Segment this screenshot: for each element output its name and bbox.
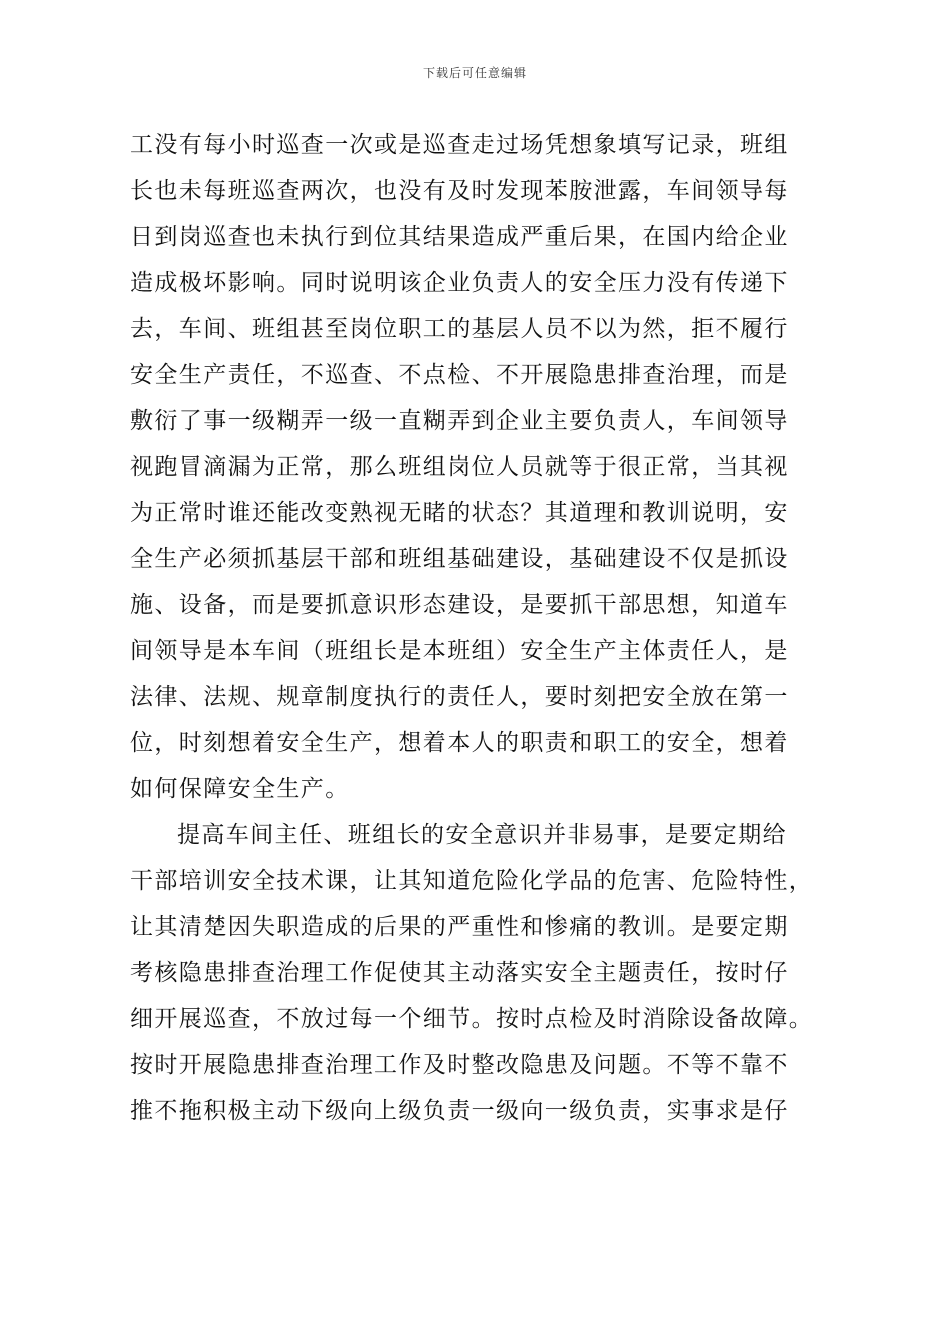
text-line: 日到岗巡查也未执行到位其结果造成严重后果，在国内给企业 <box>130 224 789 250</box>
text-line: 视跑冒滴漏为正常，那么班组岗位人员就等于很正常，当其视 <box>130 454 789 480</box>
text-line: 去，车间、班组甚至岗位职工的基层人员不以为然，拒不履行 <box>130 316 789 342</box>
text-line: 造成极坏影响。同时说明该企业负责人的安全压力没有传递下 <box>130 270 789 296</box>
text-line: 全生产必须抓基层干部和班组基础建设，基础建设不仅是抓设 <box>130 546 789 572</box>
text-line: 提高车间主任、班组长的安全意识并非易事，是要定期给 <box>177 822 787 848</box>
text-line: 敷衍了事一级糊弄一级一直糊弄到企业主要负责人，车间领导 <box>130 408 789 434</box>
paragraph-2 <box>130 812 830 1134</box>
text-line: 让其清楚因失职造成的后果的严重性和惨痛的教训。是要定期 <box>130 914 789 940</box>
text-line: 施、设备，而是要抓意识形态建设，是要抓干部思想，知道车 <box>130 592 789 618</box>
text-line: 按时开展隐患排查治理工作及时整改隐患及问题。不等不靠不 <box>130 1052 789 1078</box>
text-line: 工没有每小时巡查一次或是巡查走过场凭想象填写记录，班组 <box>130 132 789 158</box>
text-line: 位，时刻想着安全生产，想着本人的职责和职工的安全，想着 <box>130 730 789 756</box>
body-text <box>130 122 830 1134</box>
text-line: 为正常时谁还能改变熟视无睹的状态？其道理和教训说明，安 <box>130 500 789 526</box>
text-line: 如何保障安全生产。 <box>130 776 350 802</box>
paragraph-1 <box>130 122 830 812</box>
text-line: 推不拖积极主动下级向上级负责一级向一级负责，实事求是仔 <box>130 1098 789 1124</box>
text-line: 考核隐患排查治理工作促使其主动落实安全主题责任，按时仔 <box>130 960 789 986</box>
page-header: 下载后可任意编辑 <box>422 66 527 80</box>
text-line: 细开展巡查，不放过每一个细节。按时点检及时消除设备故障。 <box>130 1006 814 1032</box>
text-line: 干部培训安全技术课，让其知道危险化学品的危害、危险特性， <box>130 868 814 894</box>
text-line: 间领导是本车间（班组长是本班组）安全生产主体责任人，是 <box>130 638 789 664</box>
text-line: 安全生产责任，不巡查、不点检、不开展隐患排查治理，而是 <box>130 362 789 388</box>
text-line: 长也未每班巡查两次，也没有及时发现苯胺泄露，车间领导每 <box>130 178 789 204</box>
text-line: 法律、法规、规章制度执行的责任人，要时刻把安全放在第一 <box>130 684 789 710</box>
